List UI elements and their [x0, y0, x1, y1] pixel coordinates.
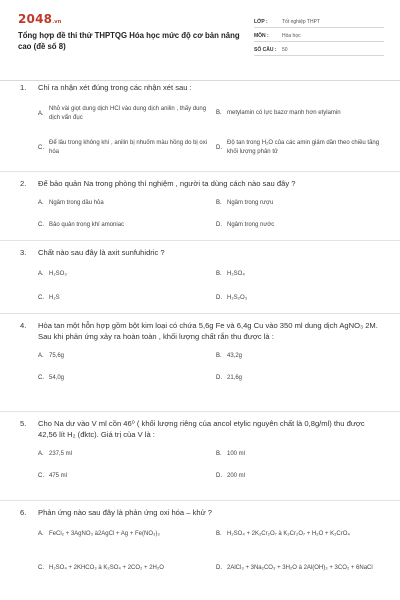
option-text: Bảo quản trong khí amoniac: [49, 222, 125, 228]
option-list: [20, 524, 384, 600]
option-text: 200 ml: [227, 473, 246, 479]
question-text: Hòa tan một hỗn hợp gồm bột kim loại có chứa 5,6g Fe và 6,4g Cu vào 350 ml dung dịch AgNO₃ 2M. Sau khi phản ứng xảy ra hoàn toàn , khối lượng chất rắn thu được là :: [38, 321, 378, 341]
option-letter: B.: [216, 110, 222, 116]
meta-key: SỐ CÂU :: [254, 47, 277, 53]
option-list: [20, 195, 384, 239]
option-list: [20, 99, 384, 165]
question-number: 2.: [20, 179, 27, 188]
option-c[interactable]: [38, 472, 208, 481]
option-text: H₂S: [49, 295, 60, 301]
option-b[interactable]: [216, 270, 384, 279]
option-letter: D.: [216, 222, 222, 228]
question-4: [20, 320, 384, 392]
option-d[interactable]: [216, 139, 384, 157]
option-text: H₂SO₃: [49, 271, 67, 277]
question-text: Chất nào sau đây là axit sunfuhidric ?: [38, 248, 165, 257]
option-text: 43,2g: [227, 353, 243, 359]
option-list: [20, 348, 384, 392]
option-letter: D.: [216, 565, 222, 571]
question-6: [20, 507, 384, 600]
question-text: Chỉ ra nhận xét đúng trong các nhận xét sau :: [38, 83, 192, 92]
meta-key: MÔN :: [254, 33, 269, 39]
option-text: 100 ml: [227, 451, 246, 457]
question-stem: [20, 247, 384, 258]
question-3: [20, 247, 384, 310]
option-c[interactable]: [38, 294, 208, 303]
option-letter: C.: [38, 375, 44, 381]
option-d[interactable]: [216, 374, 384, 383]
option-text: 75,6g: [49, 353, 65, 359]
option-a[interactable]: [38, 352, 208, 361]
question-stem: [20, 320, 384, 342]
option-a[interactable]: [38, 270, 208, 279]
question-text: Phản ứng nào sau đây là phản ứng oxi hóa – khử ?: [38, 508, 212, 517]
option-letter: A.: [38, 110, 44, 117]
meta-value: Tốt nghiệp THPT: [282, 19, 320, 25]
question-stem: [20, 507, 384, 518]
option-c[interactable]: [38, 564, 208, 573]
option-d[interactable]: [216, 294, 384, 303]
option-b[interactable]: [216, 530, 384, 539]
option-letter: A.: [38, 200, 44, 206]
option-d[interactable]: [216, 472, 384, 481]
question-stem: [20, 418, 384, 440]
option-b[interactable]: [216, 109, 384, 118]
option-text: Độ tan trong H₂O của các amin giảm dần theo chiều tăng khối lượng phân tử: [227, 140, 380, 155]
question-1: [20, 82, 384, 165]
question-number: 1.: [20, 83, 27, 92]
option-letter: D.: [216, 473, 222, 479]
option-a[interactable]: [38, 450, 208, 459]
logo-text: 2048: [18, 12, 53, 26]
question-separator: [0, 411, 400, 412]
meta-key: LỚP :: [254, 19, 268, 25]
option-letter: B.: [216, 353, 222, 359]
question-separator: [0, 313, 400, 314]
question-text: Cho Na dư vào V ml cồn 46⁰ ( khối lượng riêng của ancol etylic nguyên chất là 0,8g/ml) thu được 42,56 lít H₂ (đktc). Giá trị của V là :: [38, 419, 365, 439]
question-stem: [20, 82, 384, 93]
option-letter: C.: [38, 222, 44, 228]
option-a[interactable]: [38, 530, 208, 539]
option-text: 54,0g: [49, 375, 65, 381]
logo-suffix: .vn: [52, 19, 62, 25]
document-meta: [254, 14, 384, 56]
option-letter: A.: [38, 353, 44, 359]
option-letter: A.: [38, 271, 44, 277]
option-text: metylamin có lực bazơ mạnh hơn etylamin: [227, 110, 341, 116]
option-text: H₂SO₄: [227, 271, 245, 277]
option-text: Nhỏ vài giọt dung dịch HCl vào dung dịch anilin , thấy dung dịch vẩn đục: [49, 106, 207, 121]
question-number: 3.: [20, 248, 27, 257]
option-list: [20, 446, 384, 490]
option-letter: B.: [216, 200, 222, 206]
question-5: [20, 418, 384, 490]
meta-row-class: [254, 14, 384, 28]
option-letter: A.: [38, 451, 44, 457]
option-text: 475 ml: [49, 473, 68, 479]
meta-value: 50: [282, 47, 288, 53]
option-text: H₂S₂O₃: [227, 295, 248, 301]
option-text: FeCl₂ + 3AgNO₃ à2AgCl + Ag + Fe(NO₃)₃: [49, 531, 160, 537]
option-list: [20, 264, 384, 310]
option-letter: D.: [216, 375, 222, 381]
option-d[interactable]: [216, 221, 384, 230]
question-number: 6.: [20, 508, 27, 517]
option-text: Ngâm trong nước: [227, 222, 275, 228]
document-header: [18, 12, 388, 72]
option-letter: D.: [216, 144, 222, 151]
option-b[interactable]: [216, 352, 384, 361]
option-a[interactable]: [38, 199, 208, 208]
option-text: Ngâm trong rượu: [227, 200, 274, 206]
option-letter: C.: [38, 565, 44, 571]
option-letter: C.: [38, 144, 44, 151]
meta-value: Hóa học: [282, 33, 301, 39]
option-c[interactable]: [38, 374, 208, 383]
option-text: 237,5 ml: [49, 451, 73, 457]
question-separator: [0, 171, 400, 172]
option-c[interactable]: [38, 139, 208, 157]
option-text: H₂SO₄ + 2KHCO₃ à K₂SO₄ + 2CO₂ + 2H₂O: [49, 565, 164, 571]
question-text: Để bảo quản Na trong phòng thí nghiệm , người ta dùng cách nào sau đây ?: [38, 179, 296, 188]
option-letter: B.: [216, 451, 222, 457]
meta-row-count: [254, 42, 384, 56]
option-b[interactable]: [216, 199, 384, 208]
option-b[interactable]: [216, 450, 384, 459]
question-stem: [20, 178, 384, 189]
option-letter: C.: [38, 295, 44, 301]
question-separator: [0, 500, 400, 501]
option-letter: A.: [38, 531, 44, 537]
option-text: 2AlCl₃ + 3Na₂CO₃ + 3H₂O à 2Al(OH)₃ + 3CO₂ + 6NaCl: [227, 565, 373, 571]
option-text: Ngâm trong dầu hỏa: [49, 200, 104, 206]
option-c[interactable]: [38, 221, 208, 230]
option-letter: B.: [216, 531, 222, 537]
option-d[interactable]: [216, 564, 384, 573]
option-letter: C.: [38, 473, 44, 479]
option-text: H₂SO₄ + 2K₂Cr₂O₇ à K₂Cr₂O₇ + H₂O + K₂CrO₄: [227, 531, 350, 537]
option-text: Để lâu trong không khí , anilin bị nhuốm màu hồng do bị oxi hóa: [49, 140, 208, 155]
question-number: 5.: [20, 419, 27, 428]
option-text: 21,6g: [227, 375, 243, 381]
option-letter: D.: [216, 295, 222, 301]
question-2: [20, 178, 384, 239]
meta-row-subject: [254, 28, 384, 42]
question-separator: [0, 240, 400, 241]
option-a[interactable]: [38, 105, 208, 123]
option-letter: B.: [216, 271, 222, 277]
header-divider: [0, 80, 400, 81]
question-number: 4.: [20, 321, 27, 330]
document-title: Tổng hợp đề thi thử THPTQG Hóa học mức độ cơ bản nâng cao (đề số 8): [18, 31, 240, 51]
